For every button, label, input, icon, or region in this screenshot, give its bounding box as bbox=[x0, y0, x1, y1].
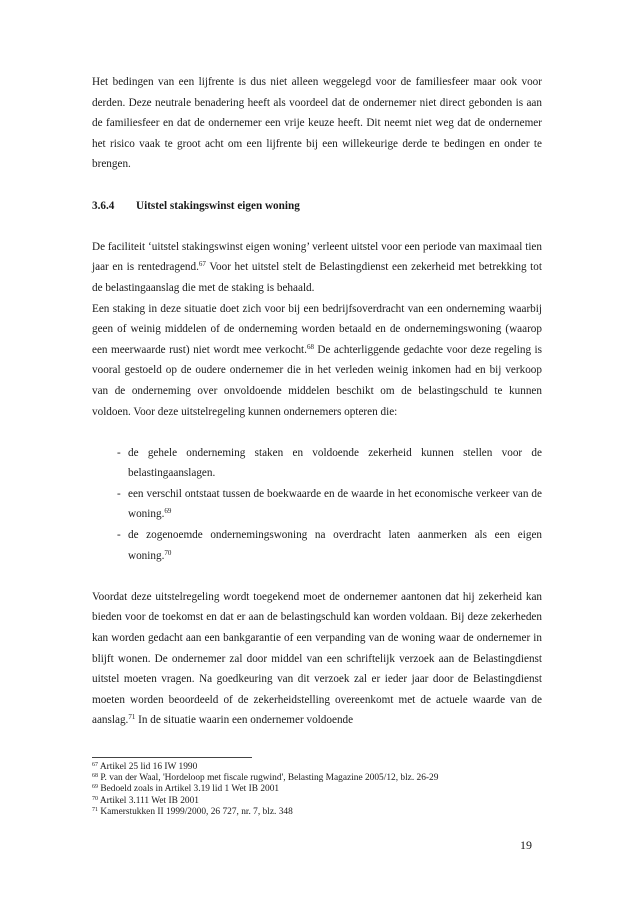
footnote-number: 70 bbox=[92, 795, 98, 802]
footnote-ref[interactable]: 71 bbox=[128, 713, 136, 722]
paragraph-faciliteit bbox=[92, 237, 542, 299]
footnote-text: Kamerstukken II 1999/2000, 26 727, nr. 7, blz. 348 bbox=[98, 806, 293, 817]
dash-bullet: - bbox=[117, 529, 121, 542]
paragraph-text: De faciliteit ‘uitstel stakingswinst eigen woning’ verleent uitstel voor een periode van maximaal tien jaar en is rentedragend. bbox=[92, 240, 542, 274]
section-heading bbox=[92, 196, 542, 217]
footnote-ref[interactable]: 68 bbox=[306, 342, 314, 351]
footnote-ref[interactable]: 69 bbox=[164, 507, 172, 516]
footnote-text: Artikel 25 lid 16 IW 1990 bbox=[98, 762, 198, 772]
footnote-separator bbox=[92, 757, 252, 758]
paragraph-text: De achterliggende gedachte voor deze regeling is vooral gestoeld op de oudere ondernemer die in het verleden weinig inkomen had en bij verkoop van de onderneming over onvoldoende middelen beschikt om de belastingschuld te kunnen voldoen. Voor deze uitstelregeling kunnen ondernemers opteren die: bbox=[92, 343, 542, 418]
paragraph-uitstelregeling bbox=[92, 587, 542, 731]
footnote-text: Bedoeld zoals in Artikel 3.19 lid 1 Wet IB 2001 bbox=[98, 784, 280, 795]
paragraph-text: Voor het uitstel stelt de Belastingdienst een zekerheid met betrekking tot de belastingaanslag die met de staking is behaald. bbox=[92, 261, 542, 294]
paragraph-lijfrente: Het bedingen van een lijfrente is dus niet alleen weggelegd voor de familiesfeer maar ook voor derden. Deze neutrale benadering heeft als voordeel dat de ondernemer niet direct gebonden is aan de familiesfeer en dat de ondernemer een vrije keuze heeft. Dit neemt niet weg dat de ondernemer het risico vaak te groot acht om een lijfrente bij een willekeurige derde te bedingen en onder te brengen. bbox=[92, 76, 542, 171]
footnote-text: Artikel 3.111 Wet IB 2001 bbox=[98, 795, 199, 806]
footnote-item bbox=[92, 762, 542, 773]
footnote-item bbox=[92, 784, 542, 795]
section-title: Uitstel stakingswinst eigen woning bbox=[136, 199, 300, 212]
paragraph-text: In de situatie waarin een ondernemer voldoende bbox=[135, 714, 354, 727]
conditions-list bbox=[92, 443, 542, 567]
list-item bbox=[92, 525, 542, 566]
footnote-text: P. van der Waal, 'Hordeloop met fiscale rugwind', Belasting Magazine 2005/12, blz. 26-29 bbox=[98, 773, 439, 784]
paragraph-staking bbox=[92, 299, 542, 423]
dash-bullet: - bbox=[117, 446, 121, 459]
paragraph-text: Voordat deze uitstelregeling wordt toegekend moet de ondernemer aantonen dat hij zekerheid kan bieden voor de toekomst en dat er aan de belastingschuld kan worden voldaan. Bij deze zekerheden kan worden gedacht aan een bankgarantie of een verpanding van de woning waar de ondernemer in blijft wonen. De ondernemer zal door middel van een schriftelijk verzoek aan de Belastingdienst uitstel moeten vragen. Na goedkeuring van dit verzoek zal er ieder jaar door de Belastingdienst moeten worden beoordeeld of de zekerheidstelling overeenkomt met de actuele waarde van de aanslag. bbox=[92, 590, 542, 727]
footnote-number: 69 bbox=[92, 784, 98, 791]
footnote-number: 68 bbox=[92, 773, 98, 780]
list-item bbox=[92, 443, 542, 484]
footnote-ref[interactable]: 70 bbox=[164, 548, 172, 557]
list-item-text: een verschil ontstaat tussen de boekwaarde en de waarde in het economische verkeer van de woning. bbox=[128, 487, 542, 521]
footnote-number: 67 bbox=[92, 762, 98, 768]
list-item bbox=[92, 484, 542, 525]
footnote-ref[interactable]: 67 bbox=[198, 260, 206, 269]
paragraph-text: Een staking in deze situatie doet zich voor bij een bedrijfsoverdracht van een onderneming waarbij geen of weinig middelen of de onderneming worden betaald en de ondernemingswoning (waarop een meerwaarde rust) niet wordt mee verkocht. bbox=[92, 302, 542, 356]
section-number: 3.6.4 bbox=[92, 199, 115, 212]
body-text bbox=[92, 72, 542, 731]
footnote-item bbox=[92, 807, 542, 818]
footnote-item bbox=[92, 796, 542, 807]
footnote-number: 71 bbox=[92, 806, 98, 813]
footnotes bbox=[92, 762, 542, 818]
list-item-text: de zogenoemde ondernemingswoning na overdracht laten aanmerken als een eigen woning. bbox=[128, 529, 542, 562]
list-item-text: de gehele onderneming staken en voldoende zekerheid kunnen stellen voor de belastingaanslagen. bbox=[128, 446, 542, 480]
dash-bullet: - bbox=[117, 487, 121, 500]
page-number: 19 bbox=[520, 838, 532, 852]
footnote-item bbox=[92, 773, 542, 784]
